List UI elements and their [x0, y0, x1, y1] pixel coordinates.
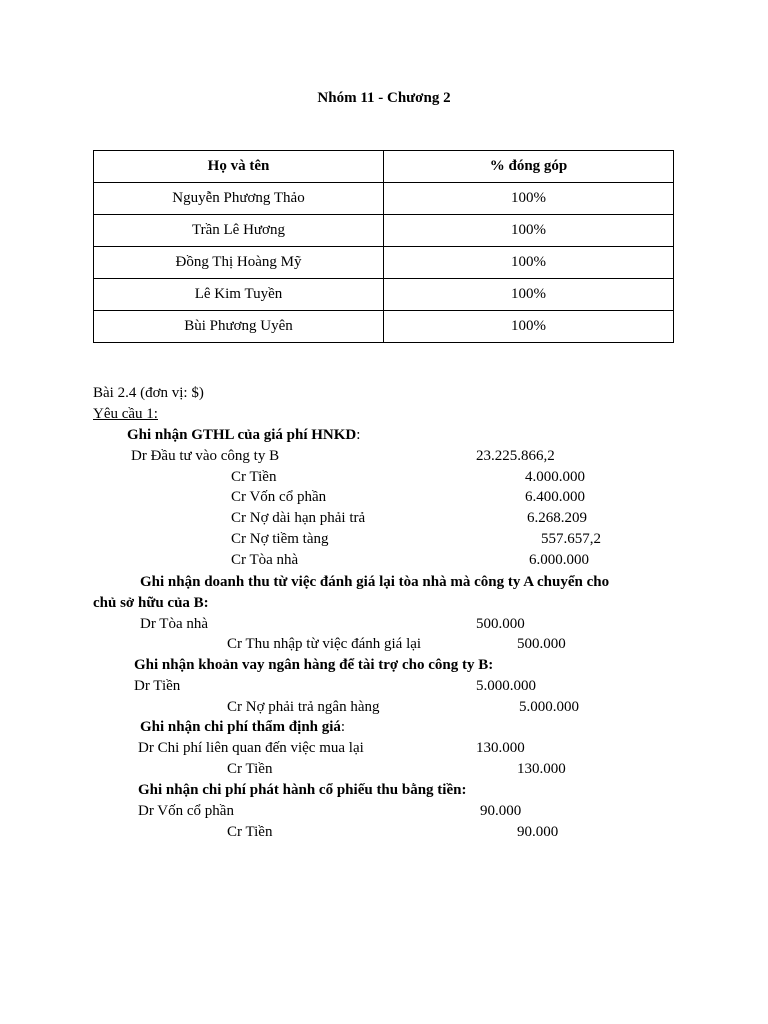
journal-account: Dr Đầu tư vào công ty B [131, 448, 280, 464]
journal-account: Cr Tiền [227, 761, 273, 777]
journal-amount: 23.225.866,2 [476, 448, 555, 464]
journal-account: Cr Nợ phải trả ngân hàng [227, 699, 380, 715]
section-heading: Ghi nhận chi phí phát hành cổ phiếu thu bằng tiền: [138, 782, 467, 798]
exercise-label: Bài 2.4 (đơn vị: $) [93, 385, 204, 401]
heading-colon: : [356, 427, 361, 443]
section-heading [127, 425, 360, 445]
section-heading-continued: chủ sở hữu của B: [93, 595, 209, 611]
journal-amount: 4.000.000 [525, 469, 585, 485]
section-heading [140, 717, 345, 737]
journal-amount: 5.000.000 [476, 678, 536, 694]
journal-amount: 5.000.000 [519, 699, 579, 715]
journal-account: Cr Tòa nhà [231, 552, 299, 568]
member-name: Đồng Thị Hoàng Mỹ [94, 247, 384, 279]
journal-account: Dr Vốn cổ phần [138, 803, 234, 819]
journal-account: Dr Chi phí liên quan đến việc mua lại [138, 740, 364, 756]
journal-amount: 130.000 [476, 740, 525, 756]
journal-account: Dr Tòa nhà [140, 616, 209, 632]
member-name: Nguyễn Phương Thảo [94, 183, 384, 215]
table-row [94, 311, 674, 343]
journal-amount: 130.000 [517, 761, 566, 777]
journal-account: Cr Thu nhập từ việc đánh giá lại [227, 636, 422, 652]
section-heading: Ghi nhận khoản vay ngân hàng để tài trợ cho công ty B: [134, 657, 494, 673]
section-heading: Ghi nhận doanh thu từ việc đánh giá lại tòa nhà mà công ty A chuyển cho [140, 574, 610, 590]
journal-account: Cr Nợ dài hạn phải trả [231, 510, 366, 526]
member-contribution: 100% [384, 247, 674, 279]
journal-amount: 6.000.000 [529, 552, 589, 568]
member-name: Lê Kim Tuyền [94, 279, 384, 311]
section-heading-text: Ghi nhận GTHL của giá phí HNKD [127, 427, 357, 443]
heading-colon: : [340, 719, 346, 735]
table-row [94, 183, 674, 215]
journal-account: Dr Tiền [134, 678, 181, 694]
member-contribution: 100% [384, 183, 674, 215]
member-name: Trần Lê Hương [94, 215, 384, 247]
journal-account: Cr Vốn cổ phần [231, 489, 327, 505]
requirement-label: Yêu cầu 1: [93, 406, 158, 422]
journal-amount: 6.268.209 [527, 510, 587, 526]
journal-amount: 6.400.000 [525, 489, 585, 505]
journal-amount: 90.000 [480, 803, 522, 819]
journal-account: Cr Tiền [231, 469, 277, 485]
page-title: Nhóm 11 - Chương 2 [317, 90, 451, 106]
journal-amount: 500.000 [517, 636, 566, 652]
member-contribution: 100% [384, 279, 674, 311]
member-name: Bùi Phương Uyên [94, 311, 384, 343]
member-contribution: 100% [384, 311, 674, 343]
journal-amount: 500.000 [476, 616, 525, 632]
header-name: Họ và tên [94, 151, 384, 183]
journal-account: Cr Nợ tiềm tàng [231, 531, 329, 547]
table-header-row [94, 151, 674, 183]
contribution-table [93, 150, 674, 343]
table-row [94, 247, 674, 279]
table-row [94, 279, 674, 311]
member-contribution: 100% [384, 215, 674, 247]
journal-account: Cr Tiền [227, 824, 273, 840]
table-row [94, 215, 674, 247]
journal-amount: 557.657,2 [541, 531, 601, 547]
journal-amount: 90.000 [517, 824, 559, 840]
header-contribution: % đóng góp [384, 151, 674, 183]
section-heading-text: Ghi nhận chi phí thẩm định giá [140, 719, 341, 735]
